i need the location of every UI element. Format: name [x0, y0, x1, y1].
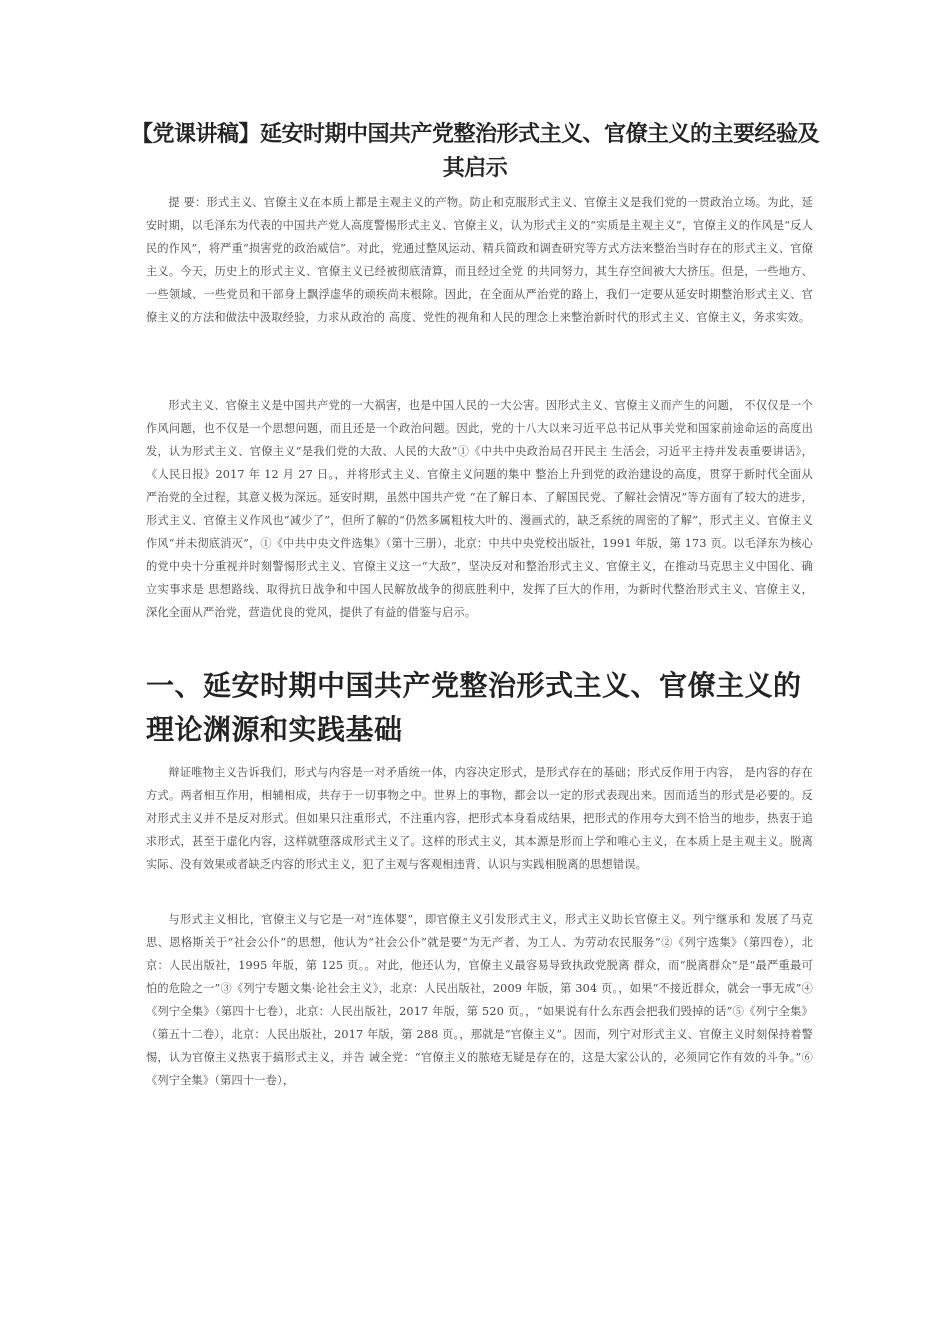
body-paragraph: 与形式主义相比，官僚主义与它是一对“连体婴”，即官僚主义引发形式主义，形式主义助长官僚主义。列宁继承和 发展了马克思、恩格斯关于“社会公仆”的思想，他认为“社会公仆”就是要“为无产者、为工人、为劳动农民服务”②《列宁选集》（第四卷），北京：人民出版社，1995 年版，第 125 页。。对此，他还认为，官僚主义最容易导致执政党脱离 群众，而“脱离群众”是“最严重最可怕的危险之一”③《列宁专题文集·论社会主义》，北京：人民出版社，2009 年版，第 304 页。，如果“不接近群众，就会一事无成”④《列宁全集》（第四十七卷），北京：人民出版社，2017 年版，第 520 页。，“如果说有什么东西会把我们毁掉的话”⑤《列宁全集》（第五十二卷），北京：人民出版社，2017 年版，第 288 页。，那就是“官僚主义”。因而，列宁对形式主义、官僚主义时刻保持着警惕，认为官僚主义热衷于搞形式主义，并告 诫全党：“官僚主义的脓疮无疑是存在的，这是大家公认的，必须同它作有效的斗争。”⑥《列宁全集》（第四十一卷），: [146, 913, 813, 1087]
abstract-paragraph: 提 要：形式主义、官僚主义在本质上都是主观主义的产物。防止和克服形式主义、官僚主义是我们党的一贯政治立场。为此，延安时期，以毛泽东为代表的中国共产党人高度警惕形式主义、官僚主义，认为形式主义的“实质是主观主义”，官僚主义的作风是“反人民的作风”，将严重“损害党的政治威信”。对此，党通过整风运动、精兵简政和调查研究等方式方法来整治当时存在的形式主义、官僚主义。今天，历史上的形式主义、官僚主义已经被彻底清算，而且经过全党 的共同努力，其生存空间被大大挤压。但是，一些地方、一些领域、一些党员和干部身上飘浮虚华的顽疾尚未根除。因此，在全面从严治党的路上，我们一定要从延安时期整治形式主义、官僚主义的方法和做法中汲取经验，力求从政治的 高度、党性的视角和人民的理念上来整治新时代的形式主义、官僚主义，务求实效。: [146, 196, 813, 324]
document-title: 【党课讲稿】延安时期中国共产党整治形式主义、官僚主义的主要经验及其启示: [130, 122, 819, 181]
intro-paragraph: 形式主义、官僚主义是中国共产党的一大祸害，也是中国人民的一大公害。因形式主义、官僚主义而产生的问题， 不仅仅是一个作风问题，也不仅是一个思想问题，而且还是一个政治问题。因此，党的十八大以来习近平总书记从事关党和国家前途命运的高度出发，认为形式主义、官僚主义“是我们党的大敌、人民的大敌”①《中共中央政治局召开民主 生活会，习近平主持并发表重要讲话》，《人民日报》2017 年 12 月 27 日。，并将形式主义、官僚主义问题的集中 整治上升到党的政治建设的高度，贯穿于新时代全面从严治党的全过程，其意义极为深远。延安时期，虽然中国共产党 “在了解日本、了解国民党、了解社会情况”等方面有了较大的进步，形式主义、官僚主义作风也“减少了”，但所了解的“仍然多属粗枝大叶的、漫画式的，缺乏系统的周密的了解”，形式主义、官僚主义作风“并未彻底消灭”，①《中共中央文件选集》（第十三册），北京：中共中央党校出版社，1991 年版，第 173 页。以毛泽东为核心的党中央十分重视并时刻警惕形式主义、官僚主义这一“大敌”，坚决反对和整治形式主义、官僚主义，在推动马克思主义中国化、确立实事求是 思想路线、取得抗日战争和中国人民解放战争的彻底胜利中，发挥了巨大的作用，为新时代整治形式主义、官僚主义， 深化全面从严治党，营造优良的党风，提供了有益的借鉴与启示。: [146, 399, 813, 619]
body-paragraph: 辩证唯物主义告诉我们，形式与内容是一对矛盾统一体，内容决定形式，是形式存在的基础；形式反作用于内容， 是内容的存在方式。两者相互作用，相辅相成，共存于一切事物之中。世界上的事物，都会以一定的形式表现出来。因而适当的形式是必要的。反对形式主义并不是反对形式。但如果只注重形式，不注重内容，把形式本身看成结果，把形式的作用夸大到不恰当的地步，热衷于追求形式，甚至于虚化内容，这样就堕落成形式主义了。这样的形式主义，其本源是形而上学和唯心主义，在本质上是主观主义。脱离实际、没有效果或者缺乏内容的形式主义，犯了主观与客观相违背、认识与实践相脱离的思想错误。: [146, 766, 813, 871]
section-heading: 一、延安时期中国共产党整治形式主义、官僚主义的理论渊源和实践基础: [146, 669, 802, 746]
